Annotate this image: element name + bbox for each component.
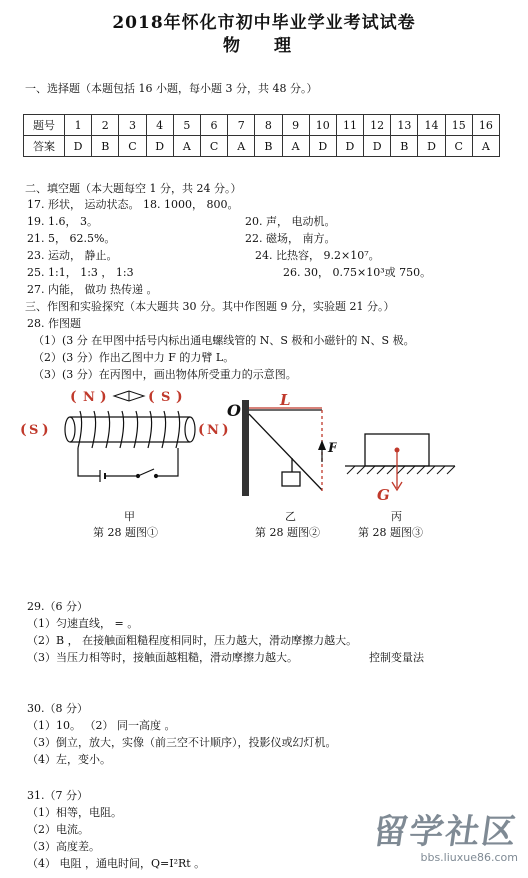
table-cell: C [119,136,146,157]
table-cell: 6 [200,115,227,136]
table-cell: 11 [336,115,363,136]
question-30-item: （1）10。 （2） 同一高度 。 [27,719,176,732]
blank-line: 26. 30， 0.75×10³或 750。 [283,266,432,279]
table-row-answers [24,136,500,157]
table-cell: D [146,136,173,157]
table-cell: C [200,136,227,157]
svg-text:(: ( [70,389,77,405]
figure-solenoid [20,384,235,494]
blank-line: 20. 声， 电动机。 [245,215,336,228]
question-28-item: （1）(3 分 在甲图中括号内标出通电螺线管的 N、S 极和小磁针的 N、S 极。 [33,334,415,347]
question-29-item: （3）当压力相等时，接触面越粗糙，滑动摩擦力越大。 [27,651,298,664]
question-31-item: （2）电流。 [27,823,89,836]
question-30-heading: 30.（8 分） [27,702,88,715]
figure-label-yi: 乙 [285,510,296,523]
blank-line: 27. 内能， 做功 热传递 。 [27,283,158,296]
figure-label-bing: 丙 [391,510,402,523]
blank-line: 25. 1:1， 1:3 ， 1:3 [27,266,134,279]
pivot-label: O [227,401,241,420]
blank-line: 17. 形状， 运动状态。 18. 1000， 800。 [27,198,239,211]
figure-caption-jia: 第 28 题图① [93,526,158,539]
table-cell: 1 [65,115,92,136]
table-cell: C [445,136,472,157]
site-watermark [370,804,521,864]
table-cell: D [336,136,363,157]
table-cell: D [364,136,391,157]
pole-label-right: N [207,423,219,438]
svg-text:): ) [222,422,229,438]
table-cell: D [309,136,336,157]
row-label-answer: 答案 [24,136,65,157]
question-28-item: （2）(3 分）作出乙图中力 F 的力臂 L。 [33,351,235,364]
blank-line: 22. 磁场， 南方。 [245,232,336,245]
table-cell: 3 [119,115,146,136]
table-cell: 13 [391,115,418,136]
watermark-url: bbs.liuxue86.com [420,851,518,864]
question-28-item: （3）(3 分）在丙图中，画出物体所受重力的示意图。 [33,368,297,381]
blank-line: 21. 5， 62.5%。 [27,232,116,245]
table-cell: 14 [418,115,445,136]
table-cell: 12 [364,115,391,136]
svg-text:): ) [176,389,183,405]
pole-label-left: S [29,423,39,438]
table-cell: 5 [173,115,200,136]
svg-text:(: ( [198,422,205,438]
force-label: F [328,441,337,456]
table-cell: B [92,136,119,157]
table-cell: 4 [146,115,173,136]
table-cell: 15 [445,115,472,136]
figure-lever [222,392,337,502]
pole-label-left: ( [20,422,27,438]
table-row-numbers [24,115,500,136]
exam-title: 2018年怀化市初中毕业学业考试试卷 [112,13,416,33]
table-cell: 16 [472,115,499,136]
table-cell: 2 [92,115,119,136]
table-cell: D [65,136,92,157]
blank-line: 24. 比热容， 9.2×10⁷。 [255,249,380,262]
question-30-item: （4）左，变小。 [27,753,111,766]
watermark-logo: 留学社区 [370,812,521,852]
svg-text:(: ( [148,389,155,405]
table-cell: A [228,136,255,157]
arm-label: L [280,392,291,409]
figure-caption-bing: 第 28 题图③ [358,526,423,539]
pole-label-top-right: S [161,390,171,405]
row-label-number: 题号 [24,115,65,136]
table-cell: 10 [309,115,336,136]
question-30-item: （3）倒立，放大，实像（前三空不计顺序），投影仪或幻灯机。 [27,736,337,749]
question-29-item: （1）匀速直线， = 。 [27,617,139,630]
table-cell: B [255,136,282,157]
gravity-label: G [377,486,390,504]
question-28-heading: 28. 作图题 [27,317,81,330]
table-cell: 7 [228,115,255,136]
figure-block [335,420,460,510]
exam-subject: 物 理 [223,36,305,56]
table-cell: D [418,136,445,157]
section2-heading: 二、填空题（本大题每空 1 分，共 24 分。） [25,182,242,195]
answer-table [23,114,500,157]
svg-text:): ) [100,389,107,405]
question-31-item: （3）高度差。 [27,840,100,853]
figure-label-jia: 甲 [124,510,135,523]
table-cell: B [391,136,418,157]
question-29-extra: 控制变量法 [369,651,424,664]
table-cell: A [472,136,499,157]
section1-heading: 一、选择题（本题包括 16 小题，每小题 3 分，共 48 分。） [25,82,318,95]
table-cell: A [173,136,200,157]
question-29-item: （2）B ， 在接触面粗糙程度相同时，压力越大，滑动摩擦力越大。 [27,634,358,647]
question-31-item: （1）相等，电阻。 [27,806,122,819]
table-cell: 8 [255,115,282,136]
blank-line: 19. 1.6， 3。 [27,215,98,228]
section3-heading: 三、作图和实验探究（本大题共 30 分。其中作图题 9 分，实验题 21 分。） [25,300,395,313]
table-cell: 9 [282,115,309,136]
pole-label-top-left: N [83,390,95,405]
table-cell: A [282,136,309,157]
question-31-heading: 31.（7 分） [27,789,88,802]
question-31-item: （4） 电阻 ，通电时间，Q=I²Rt 。 [27,857,206,870]
figure-caption-yi: 第 28 题图② [255,526,320,539]
question-29-heading: 29.（6 分） [27,600,88,613]
blank-line: 23. 运动， 静止。 [27,249,118,262]
svg-text:): ) [42,422,49,438]
